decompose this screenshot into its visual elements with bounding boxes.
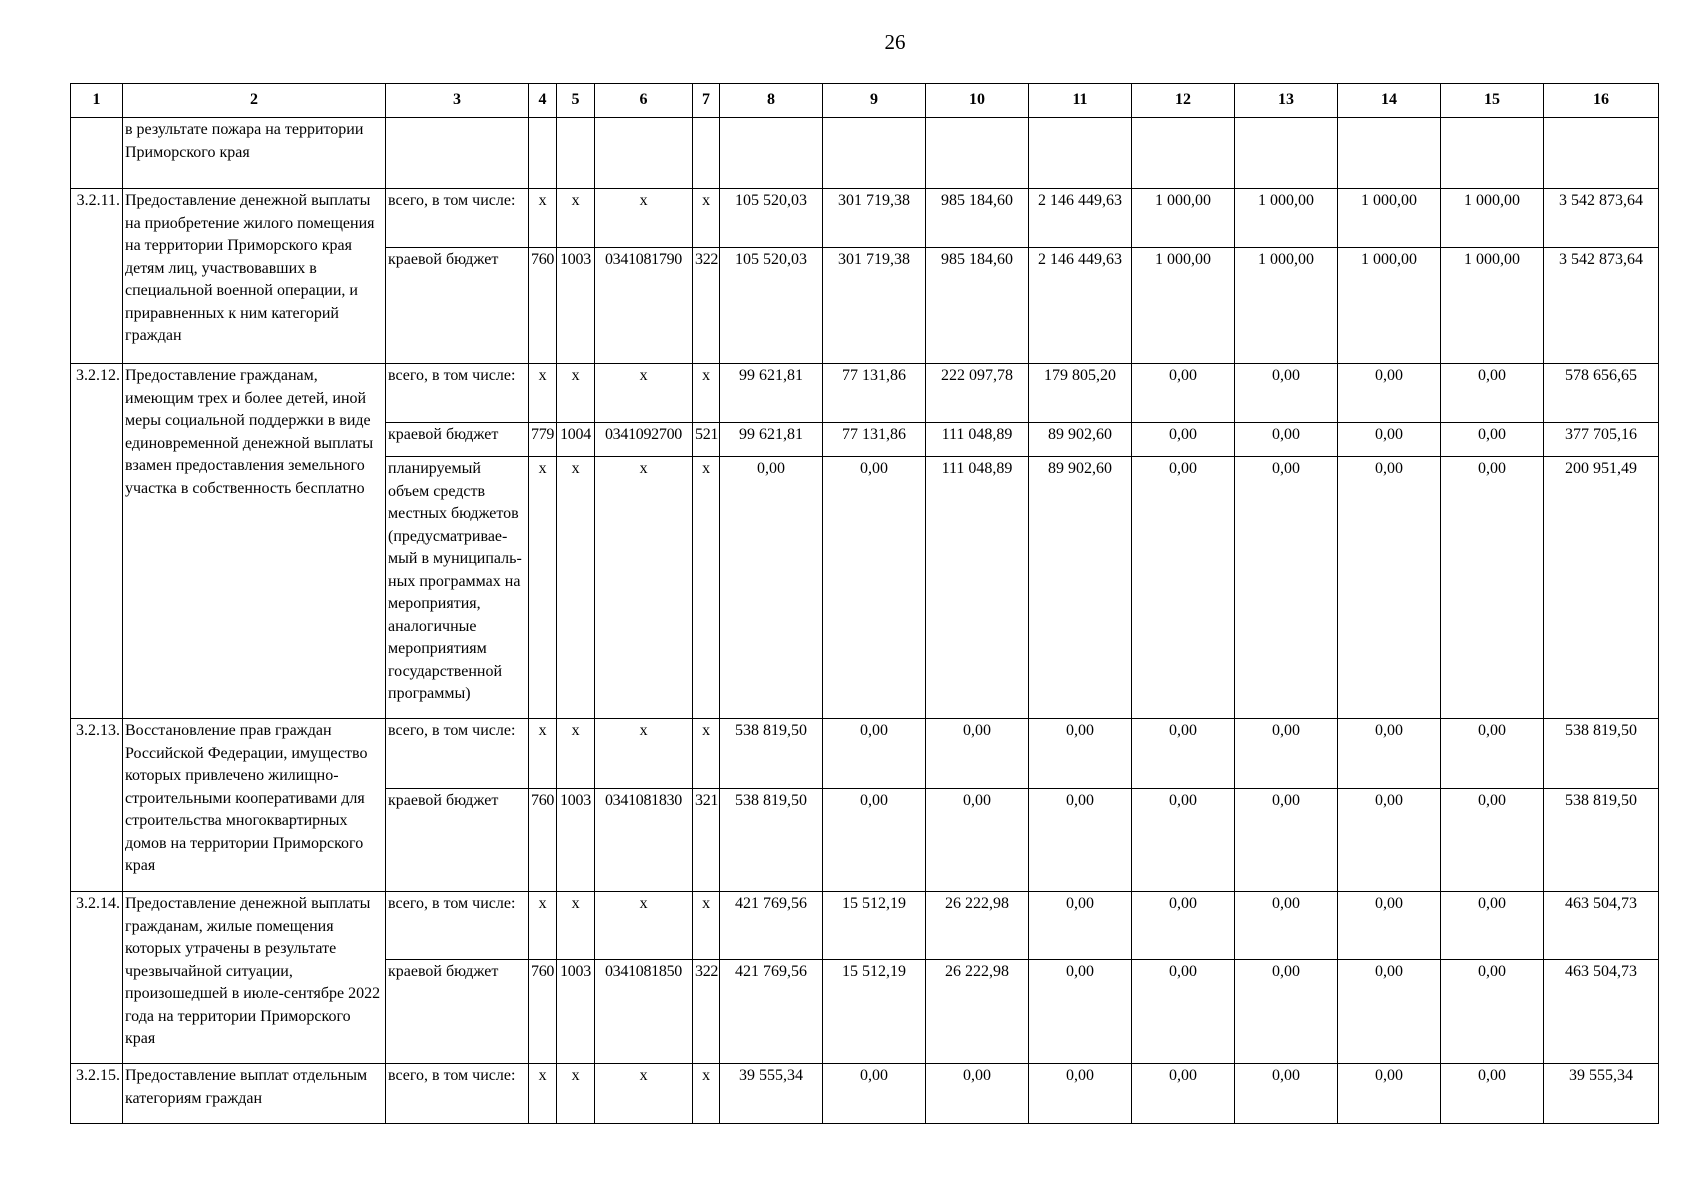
measure-name: Предоставление гражданам, имеющим трех и более детей, иной меры социальной поддержки в виде единовременной денежной выплаты взамен предоставления земельного участка в собственность бесплатно xyxy=(123,364,386,719)
value-cell: 0,00 xyxy=(1235,719,1338,789)
value-cell: 463 504,73 xyxy=(1544,892,1659,960)
value-cell: 0,00 xyxy=(1132,719,1235,789)
header-cell: 13 xyxy=(1235,84,1338,118)
value-cell: 0,00 xyxy=(926,1064,1029,1124)
value-cell: 89 902,60 xyxy=(1029,423,1132,457)
value-cell: 985 184,60 xyxy=(926,189,1029,248)
value-cell: 0,00 xyxy=(1235,892,1338,960)
value-cell: 0,00 xyxy=(926,719,1029,789)
value-cell: 578 656,65 xyxy=(1544,364,1659,423)
value-cell: 538 819,50 xyxy=(1544,789,1659,892)
code-cell: 322 xyxy=(693,960,720,1064)
value-cell: 0,00 xyxy=(1441,457,1544,719)
header-cell: 7 xyxy=(693,84,720,118)
value-cell: 0,00 xyxy=(1029,719,1132,789)
header-cell: 4 xyxy=(529,84,557,118)
value-cell: 1 000,00 xyxy=(1338,248,1441,364)
empty-cell xyxy=(386,118,529,189)
value-cell: 89 902,60 xyxy=(1029,457,1132,719)
item-index: 3.2.12. xyxy=(71,364,123,719)
empty-cell xyxy=(1338,118,1441,189)
code-cell: х xyxy=(529,189,557,248)
value-cell: 0,00 xyxy=(1338,1064,1441,1124)
value-cell: 0,00 xyxy=(1029,789,1132,892)
value-cell: 111 048,89 xyxy=(926,423,1029,457)
empty-cell xyxy=(1235,118,1338,189)
value-cell: 0,00 xyxy=(823,1064,926,1124)
header-cell: 8 xyxy=(720,84,823,118)
value-cell: 538 819,50 xyxy=(720,789,823,892)
header-cell: 9 xyxy=(823,84,926,118)
funding-source: всего, в том числе: xyxy=(386,364,529,423)
code-cell: 322 xyxy=(693,248,720,364)
value-cell: 0,00 xyxy=(1132,789,1235,892)
value-cell: 421 769,56 xyxy=(720,892,823,960)
value-cell: 301 719,38 xyxy=(823,189,926,248)
value-cell: 99 621,81 xyxy=(720,423,823,457)
header-cell: 1 xyxy=(71,84,123,118)
code-cell: х xyxy=(557,719,595,789)
value-cell: 0,00 xyxy=(1441,1064,1544,1124)
funding-source: планируемый объем средств местных бюджетов (предусматривае-мый в муниципаль-ных программах на мероприятия, аналогичные мероприятиям государственной программы) xyxy=(386,457,529,719)
table-row xyxy=(71,364,1659,423)
value-cell: 377 705,16 xyxy=(1544,423,1659,457)
code-cell: 521 xyxy=(693,423,720,457)
code-cell: 0341092700 xyxy=(595,423,693,457)
value-cell: 463 504,73 xyxy=(1544,960,1659,1064)
funding-source: всего, в том числе: xyxy=(386,1064,529,1124)
value-cell: 0,00 xyxy=(1441,960,1544,1064)
funding-source: краевой бюджет xyxy=(386,248,529,364)
code-cell: 1003 xyxy=(557,960,595,1064)
value-cell: 0,00 xyxy=(1338,423,1441,457)
header-cell: 11 xyxy=(1029,84,1132,118)
code-cell: 1003 xyxy=(557,248,595,364)
measure-name: Восстановление прав граждан Российской Федерации, имущество которых привлечено жилищно-строительными кооперативами для строительства многоквартирных домов на территории Приморского края xyxy=(123,719,386,892)
code-cell: х xyxy=(557,892,595,960)
value-cell: 1 000,00 xyxy=(1441,189,1544,248)
code-cell: х xyxy=(529,719,557,789)
code-cell: х xyxy=(693,892,720,960)
funding-source: краевой бюджет xyxy=(386,960,529,1064)
code-cell: 779 xyxy=(529,423,557,457)
code-cell: 760 xyxy=(529,960,557,1064)
funding-source: всего, в том числе: xyxy=(386,719,529,789)
value-cell: 15 512,19 xyxy=(823,892,926,960)
value-cell: 0,00 xyxy=(1029,892,1132,960)
code-cell: х xyxy=(557,364,595,423)
value-cell: 0,00 xyxy=(1338,960,1441,1064)
code-cell: х xyxy=(529,1064,557,1124)
empty-cell xyxy=(720,118,823,189)
empty-cell xyxy=(1132,118,1235,189)
value-cell: 0,00 xyxy=(720,457,823,719)
value-cell: 0,00 xyxy=(1235,789,1338,892)
empty-cell xyxy=(693,118,720,189)
value-cell: 0,00 xyxy=(1235,960,1338,1064)
code-cell: х xyxy=(529,457,557,719)
value-cell: 0,00 xyxy=(1441,892,1544,960)
code-cell: х xyxy=(693,719,720,789)
value-cell: 0,00 xyxy=(1441,719,1544,789)
value-cell: 3 542 873,64 xyxy=(1544,189,1659,248)
code-cell: х xyxy=(595,364,693,423)
value-cell: 0,00 xyxy=(1235,1064,1338,1124)
value-cell: 39 555,34 xyxy=(720,1064,823,1124)
index-cell xyxy=(71,118,123,189)
value-cell: 111 048,89 xyxy=(926,457,1029,719)
value-cell: 421 769,56 xyxy=(720,960,823,1064)
value-cell: 0,00 xyxy=(1441,423,1544,457)
budget-table xyxy=(70,83,1659,1124)
empty-cell xyxy=(529,118,557,189)
code-cell: х xyxy=(529,892,557,960)
item-index: 3.2.14. xyxy=(71,892,123,1064)
value-cell: 0,00 xyxy=(1338,719,1441,789)
page-number: 26 xyxy=(884,30,906,54)
code-cell: х xyxy=(693,364,720,423)
value-cell: 1 000,00 xyxy=(1132,189,1235,248)
table-row xyxy=(71,1064,1659,1124)
header-cell: 12 xyxy=(1132,84,1235,118)
measure-name-cell: в результате пожара на территории Приморского края xyxy=(123,118,386,189)
value-cell: 0,00 xyxy=(1338,789,1441,892)
value-cell: 0,00 xyxy=(1132,457,1235,719)
value-cell: 26 222,98 xyxy=(926,960,1029,1064)
value-cell: 77 131,86 xyxy=(823,423,926,457)
header-cell: 5 xyxy=(557,84,595,118)
code-cell: 0341081850 xyxy=(595,960,693,1064)
value-cell: 0,00 xyxy=(1235,457,1338,719)
value-cell: 0,00 xyxy=(1338,364,1441,423)
value-cell: 0,00 xyxy=(1132,423,1235,457)
table-row xyxy=(71,719,1659,789)
empty-cell xyxy=(595,118,693,189)
value-cell: 0,00 xyxy=(926,789,1029,892)
empty-cell xyxy=(1441,118,1544,189)
value-cell: 0,00 xyxy=(1132,364,1235,423)
code-cell: х xyxy=(595,189,693,248)
funding-source: краевой бюджет xyxy=(386,423,529,457)
header-row xyxy=(71,84,1659,118)
funding-source: краевой бюджет xyxy=(386,789,529,892)
empty-cell xyxy=(926,118,1029,189)
value-cell: 15 512,19 xyxy=(823,960,926,1064)
value-cell: 0,00 xyxy=(1132,960,1235,1064)
funding-source: всего, в том числе: xyxy=(386,189,529,248)
header-cell: 16 xyxy=(1544,84,1659,118)
empty-cell xyxy=(557,118,595,189)
code-cell: х xyxy=(693,457,720,719)
header-cell: 2 xyxy=(123,84,386,118)
value-cell: 301 719,38 xyxy=(823,248,926,364)
value-cell: 200 951,49 xyxy=(1544,457,1659,719)
code-cell: 1003 xyxy=(557,789,595,892)
continued-row xyxy=(71,118,1659,189)
value-cell: 1 000,00 xyxy=(1235,189,1338,248)
value-cell: 77 131,86 xyxy=(823,364,926,423)
measure-name: Предоставление денежной выплаты гражданам, жилые помещения которых утрачены в результате чрезвычайной ситуации, произошедшей в июле-сентябре 2022 года на территории Приморского края xyxy=(123,892,386,1064)
code-cell: х xyxy=(595,1064,693,1124)
header-cell: 6 xyxy=(595,84,693,118)
value-cell: 0,00 xyxy=(1029,1064,1132,1124)
code-cell: х xyxy=(529,364,557,423)
code-cell: 760 xyxy=(529,789,557,892)
item-index: 3.2.15. xyxy=(71,1064,123,1124)
table-row xyxy=(71,189,1659,248)
value-cell: 538 819,50 xyxy=(720,719,823,789)
table-row xyxy=(71,892,1659,960)
value-cell: 26 222,98 xyxy=(926,892,1029,960)
code-cell: 1004 xyxy=(557,423,595,457)
code-cell: х xyxy=(557,1064,595,1124)
code-cell: х xyxy=(595,719,693,789)
value-cell: 0,00 xyxy=(1441,364,1544,423)
empty-cell xyxy=(1029,118,1132,189)
value-cell: 1 000,00 xyxy=(1338,189,1441,248)
value-cell: 39 555,34 xyxy=(1544,1064,1659,1124)
code-cell: 0341081790 xyxy=(595,248,693,364)
value-cell: 2 146 449,63 xyxy=(1029,248,1132,364)
header-cell: 14 xyxy=(1338,84,1441,118)
item-index: 3.2.11. xyxy=(71,189,123,364)
code-cell: 0341081830 xyxy=(595,789,693,892)
value-cell: 0,00 xyxy=(1338,892,1441,960)
value-cell: 99 621,81 xyxy=(720,364,823,423)
value-cell: 222 097,78 xyxy=(926,364,1029,423)
code-cell: х xyxy=(595,457,693,719)
value-cell: 0,00 xyxy=(823,789,926,892)
value-cell: 2 146 449,63 xyxy=(1029,189,1132,248)
empty-cell xyxy=(823,118,926,189)
value-cell: 3 542 873,64 xyxy=(1544,248,1659,364)
item-index: 3.2.13. xyxy=(71,719,123,892)
empty-cell xyxy=(1544,118,1659,189)
value-cell: 105 520,03 xyxy=(720,189,823,248)
value-cell: 0,00 xyxy=(1235,423,1338,457)
code-cell: х xyxy=(693,189,720,248)
code-cell: х xyxy=(693,1064,720,1124)
measure-name: Предоставление денежной выплаты на приобретение жилого помещения на территории Приморского края детям лиц, участвовавших в специальной военной операции, и приравненных к ним категорий граждан xyxy=(123,189,386,364)
code-cell: х xyxy=(557,457,595,719)
value-cell: 0,00 xyxy=(1029,960,1132,1064)
value-cell: 1 000,00 xyxy=(1441,248,1544,364)
value-cell: 1 000,00 xyxy=(1235,248,1338,364)
value-cell: 0,00 xyxy=(823,719,926,789)
measure-name: Предоставление выплат отдельным категориям граждан xyxy=(123,1064,386,1124)
header-cell: 10 xyxy=(926,84,1029,118)
value-cell: 0,00 xyxy=(1441,789,1544,892)
header-cell: 3 xyxy=(386,84,529,118)
code-cell: 760 xyxy=(529,248,557,364)
code-cell: х xyxy=(595,892,693,960)
value-cell: 0,00 xyxy=(1132,892,1235,960)
code-cell: х xyxy=(557,189,595,248)
value-cell: 0,00 xyxy=(1132,1064,1235,1124)
value-cell: 0,00 xyxy=(1235,364,1338,423)
code-cell: 321 xyxy=(693,789,720,892)
value-cell: 105 520,03 xyxy=(720,248,823,364)
value-cell: 0,00 xyxy=(823,457,926,719)
header-cell: 15 xyxy=(1441,84,1544,118)
value-cell: 0,00 xyxy=(1338,457,1441,719)
value-cell: 179 805,20 xyxy=(1029,364,1132,423)
funding-source: всего, в том числе: xyxy=(386,892,529,960)
value-cell: 538 819,50 xyxy=(1544,719,1659,789)
table-body xyxy=(71,118,1659,1124)
value-cell: 1 000,00 xyxy=(1132,248,1235,364)
value-cell: 985 184,60 xyxy=(926,248,1029,364)
